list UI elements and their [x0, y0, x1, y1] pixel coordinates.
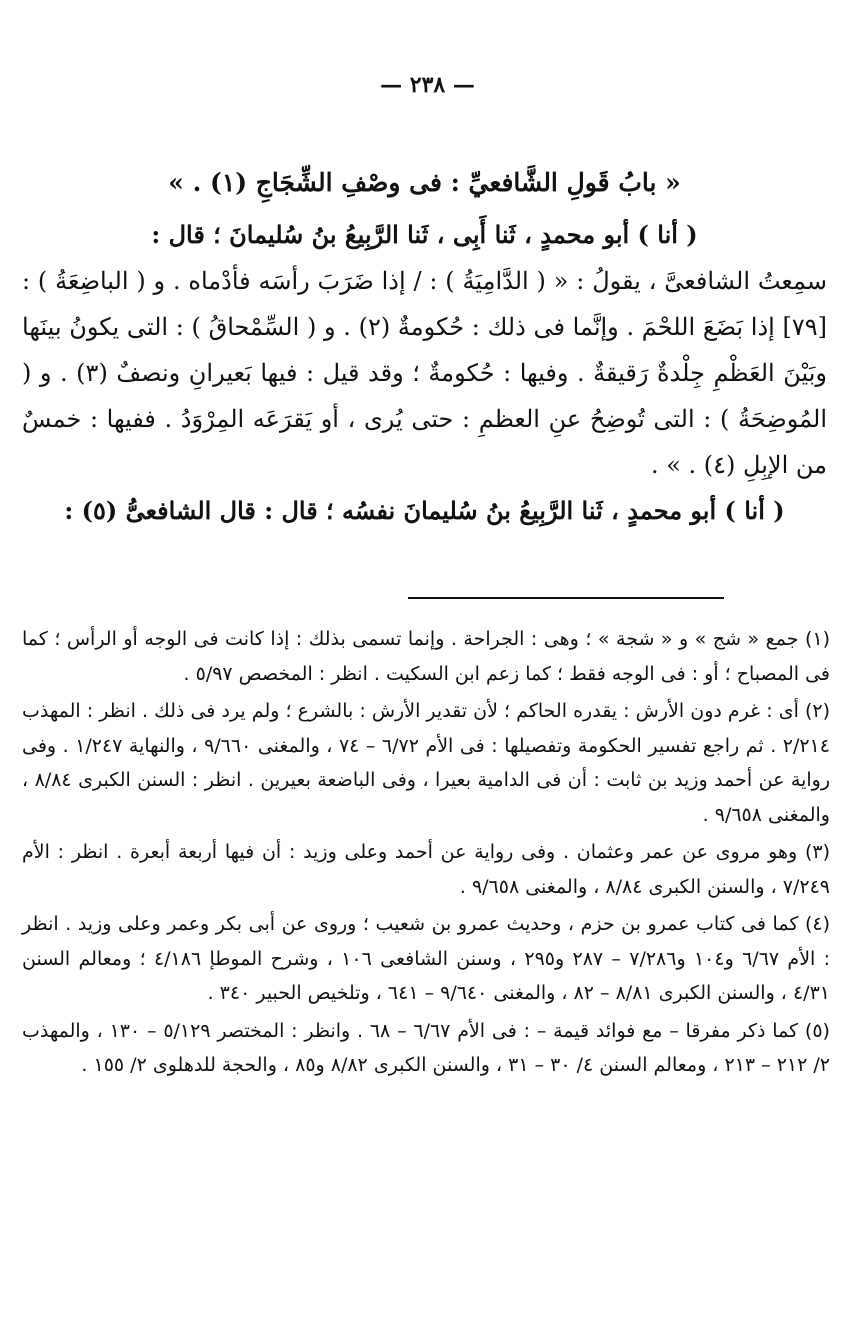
footnote-3: (٣) وهو مروى عن عمر وعثمان . وفى رواية عن أحمد وعلى وزيد : أن فيها أربعة أبعرة . انظر : الأم ٧/٢٤٩ ، والسنن الكبرى ٨/٨٤ ، والمغنى ٩/٦٥٨ . [22, 841, 830, 898]
footnote-2: (٢) أى : غرم دون الأرش : يقدره الحاكم ؛ لأن تقدير الأرش : بالشرع ؛ ولم يرد فى ذلك . انظر : المهذب ٢/٢١٤ . ثم راجع تفسير الحكومة وتفصيلها : فى الأم ٦/٧٢ – ٧٤ ، والمغنى ٩/٦٦٠ ، والنهاية ١/٢٤٧ . وفى رواية عن أحمد وزيد بن ثابت : أن فى الدامية بعيرا ، وفى الباضعة بعيرين . انظر : السنن الكبرى ٨/٨٤ ، والمغنى ٩/٦٥٨ . [22, 700, 830, 826]
main-text [22, 160, 827, 534]
footnote-separator [408, 597, 724, 599]
footnote-4: (٤) كما فى كتاب عمرو بن حزم ، وحديث عمرو بن شعيب ؛ وروى عن أبى بكر وعمر وعلى وزيد . انظر : الأم ٦/٦٧ و١٠٤ و٧/٢٨٦ – ٢٨٧ و٢٩٥ ، وسنن الشافعى ١٠٦ ، وشرح الموطإ ٤/١٨٦ ؛ ومعالم السنن ٤/٣١ ، والسنن الكبرى ٨/٨١ – ٨٢ ، والمغنى ٩/٦٤٠ – ٦٤١ ، وتلخيص الحبير ٣٤٠ . [22, 913, 831, 1004]
isnad-line-1: ( أنا ) أبو محمدٍ ، ثَنا أَبِى ، ثَنا الرَّبِيعُ بنُ سُليمانَ ؛ قال : [151, 220, 698, 249]
footnote-1: (١) جمع « شج » و « شجة » ؛ وهى : الجراحة . وإنما تسمى بذلك : إذا كانت فى الوجه أو الرأس ؛ كما فى المصباح ؛ أو : فى الوجه فقط ؛ كما زعم ابن السكيت . انظر : المخصص ٥/٩٧ . [22, 628, 830, 685]
chapter-heading: « بابُ قَولِ الشَّافعيِّ : فى وصْفِ الشِّجَاجِ (١) . » [168, 168, 681, 197]
footnote-5: (٥) كما ذكر مفرقا – مع فوائد قيمة – : فى الأم ٦/٦٧ – ٦٨ . وانظر : المختصر ٥/١٢٩ – ١٣٠ ، والمهذب ٢/ ٢١٢ – ٢١٣ ، ومعالم السنن ٤/ ٣٠ – ٣١ ، والسنن الكبرى ٨/٨٢ و٨٥ ، والحجة للدهلوى ٢/ ١٥٥ . [22, 1019, 830, 1076]
isnad-line-2: ( أنا ) أبو محمدٍ ، ثَنا الرَّبِيعُ بنُ سُليمانَ نفسُه ؛ قال : قال الشافعىُّ (٥) : [64, 496, 785, 525]
main-paragraph: سمِعتُ الشافعىَّ ، يقولُ : « ( الدَّامِيَةُ ) : / إذا ضَرَبَ رأسَه فأدْماه . و ( الباضِعَةُ ) : [٧٩] إذا بَضَعَ اللحْمَ . وإنَّما فى ذلك : حُكومةٌ (٢) . و ( السِّمْحاقُ ) : التى يكونُ بينَها وبَيْنَ العَظْمِ جِلْدةٌ رَقيقةٌ . وفيها : حُكومةٌ ؛ وقد قيل : فيها بَعيرانِ ونصفٌ (٣) . و ( المُوضِحَةُ ) : التى تُوضِحُ عنِ العظمِ : حتى يُرى ، أو يَقرَعَه المِرْوَدُ . ففيها : خمسٌ من الإبِلِ (٤) . » . [22, 267, 828, 479]
footnotes [22, 622, 830, 1086]
page-number: — ٢٣٨ — [380, 72, 475, 98]
